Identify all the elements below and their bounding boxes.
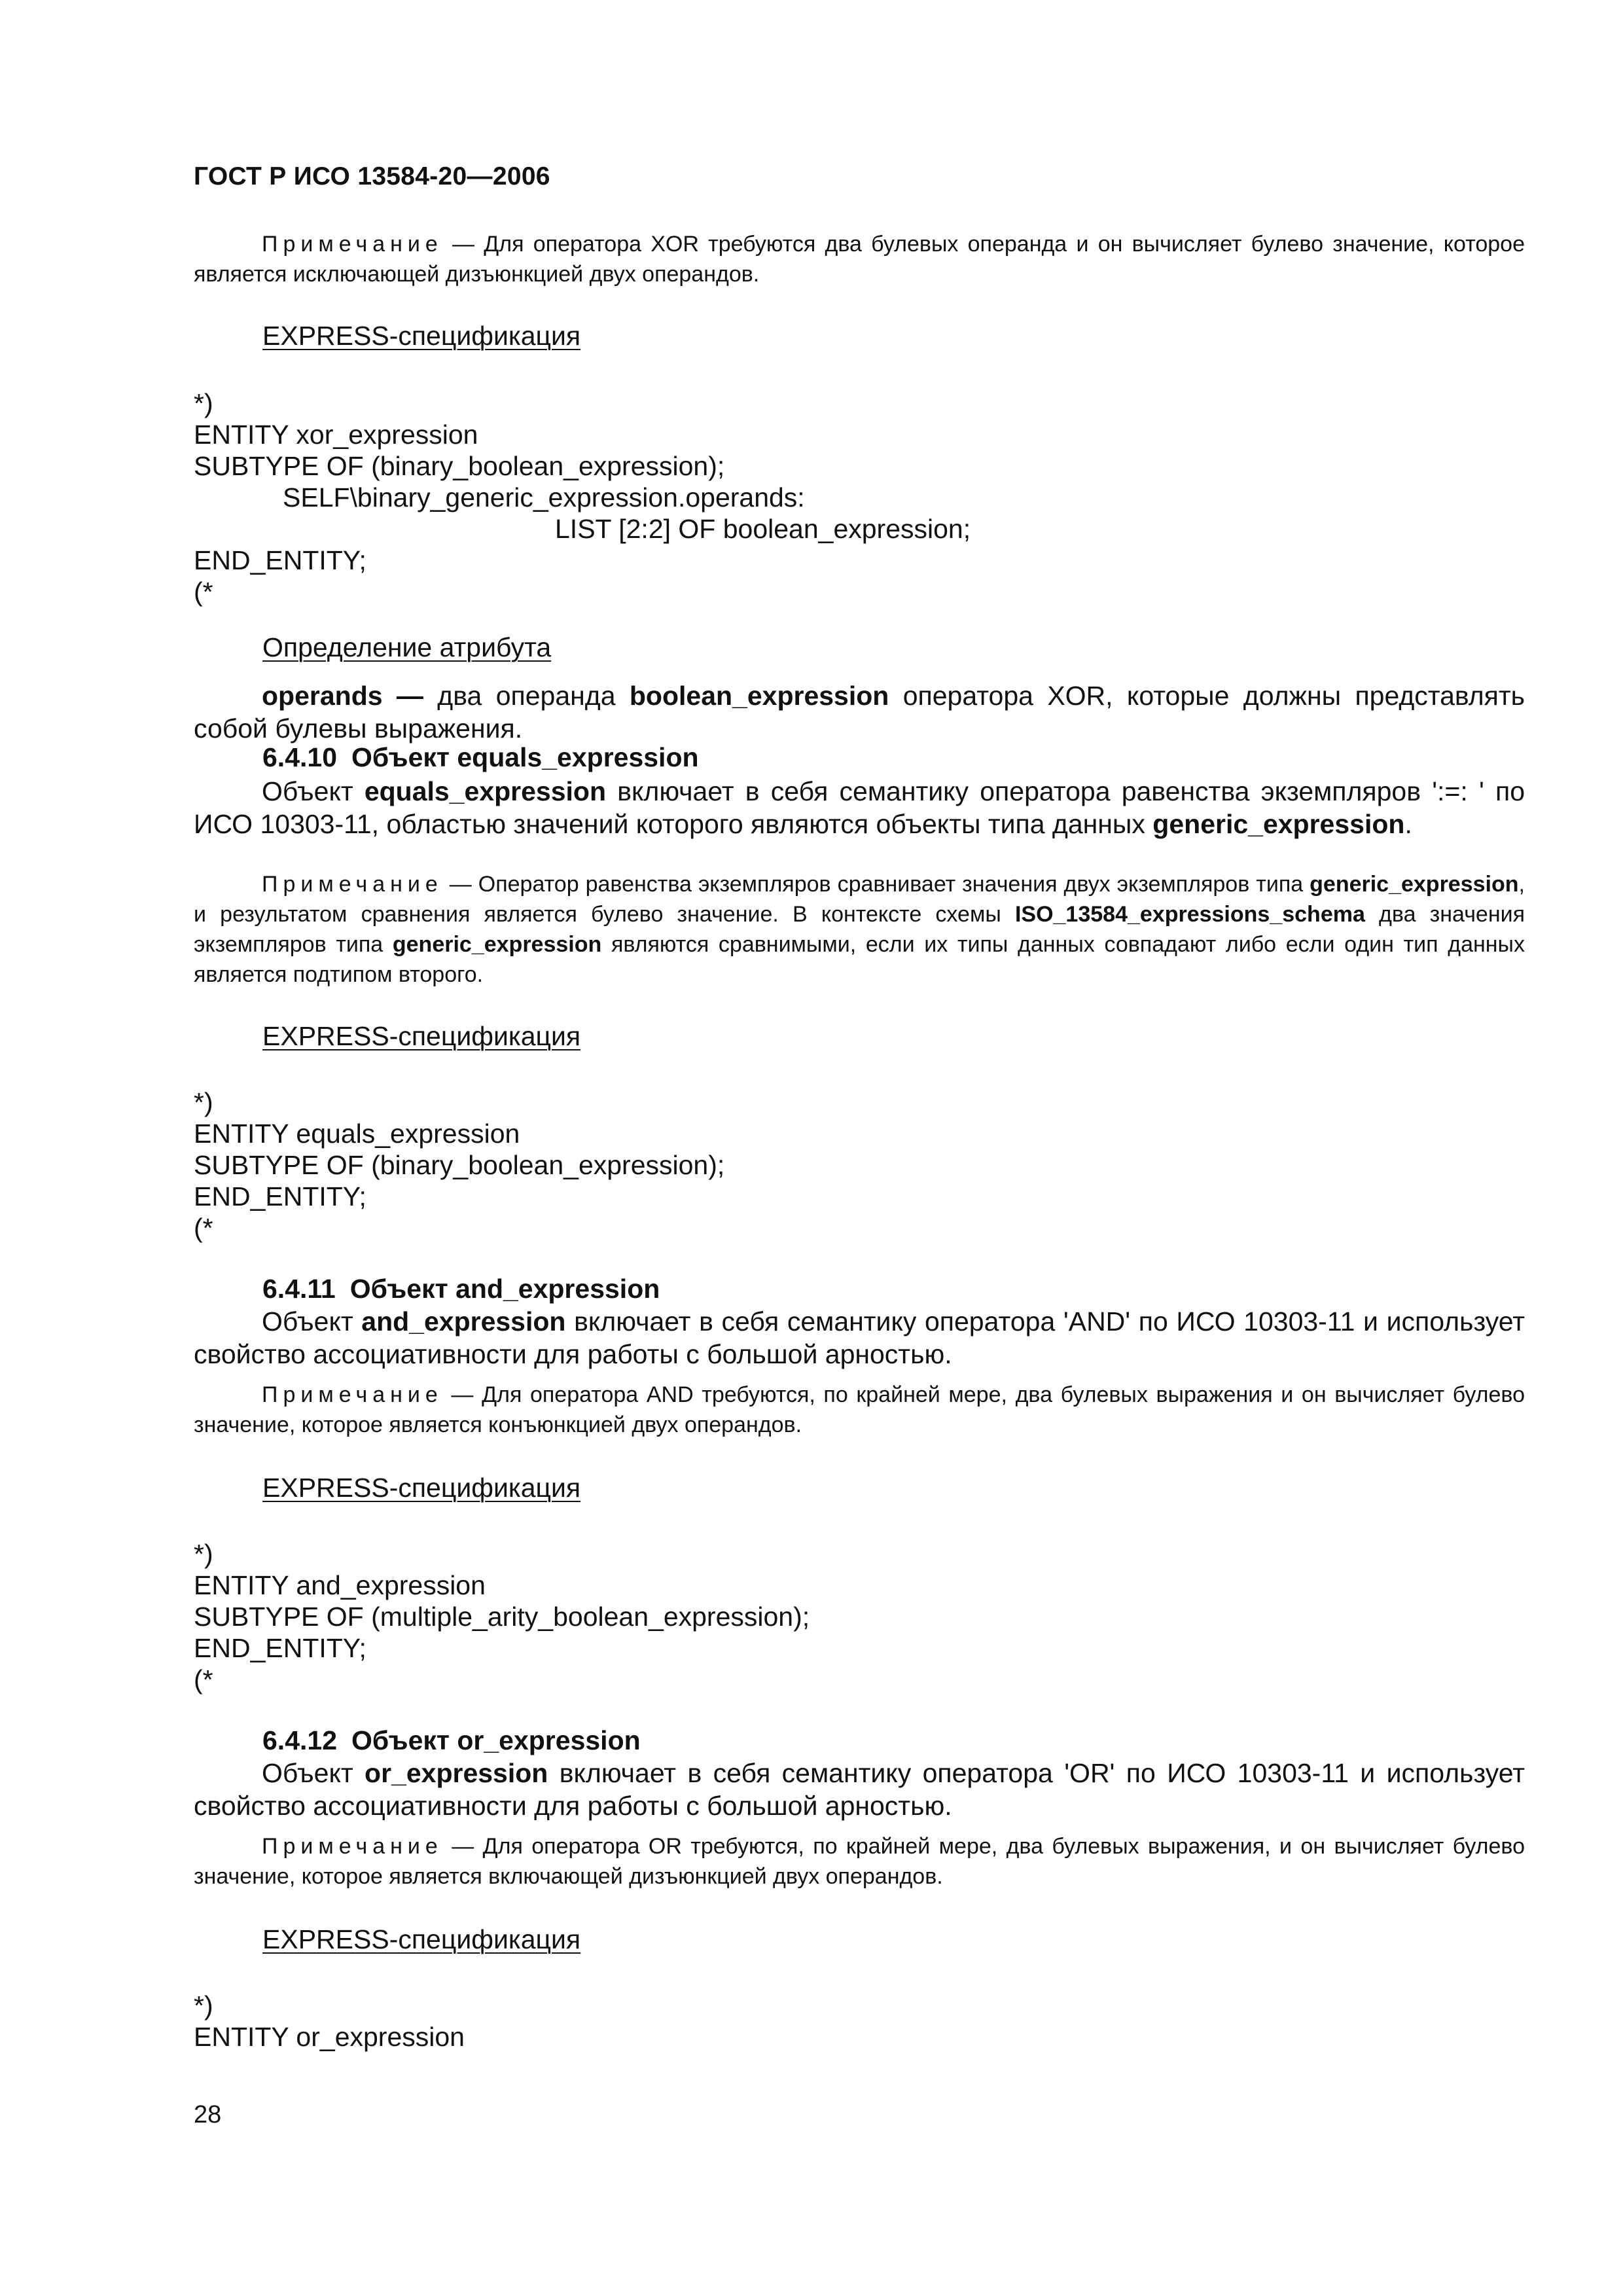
- express-spec-heading-3: EXPRESS-спецификация: [262, 1473, 581, 1503]
- attr-def-heading: Определение атрибута: [262, 632, 552, 662]
- code-close: (*: [194, 577, 213, 607]
- note-or: Примечание — Для оператора OR требуются, по крайней мере, два булевых выражения, и он вычисляет булево значение, которое является включающей дизъюнкцией двух операндов.: [194, 1834, 1525, 1889]
- express-spec-heading-4: EXPRESS-спецификация: [262, 1924, 581, 1954]
- note-and: Примечание — Для оператора AND требуются, по крайней мере, два булевых выражения и он вычисляет булево значение, которое является конъюнкцией двух операндов.: [194, 1382, 1525, 1437]
- code-end-entity-3: END_ENTITY;: [194, 1633, 366, 1663]
- section-6-4-10-text: Объект equals_expression включает в себя семантику оператора равенства экземпляров ':=: ' по ИСО 10303-11, областью значений которого являются объекты типа данных generic_expression.: [194, 776, 1525, 839]
- code-close-3: (*: [194, 1664, 213, 1695]
- code-open-4: *): [194, 1990, 213, 2020]
- code-self-attr: SELF\binary_generic_expression.operands:: [283, 482, 805, 512]
- code-open: *): [194, 388, 213, 418]
- note-xor: Примечание — Для оператора XOR требуются два булевых операнда и он вычисляет булево значение, которое является исключающей дизъюнкцией двух операндов.: [194, 232, 1525, 287]
- code-close-2: (*: [194, 1213, 213, 1243]
- express-spec-heading-2: EXPRESS-спецификация: [262, 1021, 581, 1051]
- code-subtype-equals: SUBTYPE OF (binary_boolean_expression);: [194, 1150, 725, 1180]
- code-list-type: LIST [2:2] OF boolean_expression;: [555, 514, 971, 544]
- code-entity-equals: ENTITY equals_expression: [194, 1119, 520, 1149]
- code-end-entity: END_ENTITY;: [194, 545, 366, 575]
- page-number: 28: [194, 2101, 222, 2128]
- section-6-4-12-title: 6.4.12 Объект or_expression: [262, 1725, 641, 1755]
- section-6-4-12-text: Объект or_expression включает в себя семантику оператора 'OR' по ИСО 10303-11 и использует свойство ассоциативности для работы с большой арностью.: [194, 1758, 1525, 1821]
- code-open-3: *): [194, 1539, 213, 1569]
- note-label: Примечание: [262, 232, 443, 257]
- document-header: ГОСТ Р ИСО 13584-20—2006: [194, 162, 550, 190]
- express-spec-heading: EXPRESS-спецификация: [262, 321, 581, 351]
- section-6-4-10-title: 6.4.10 Объект equals_expression: [262, 742, 699, 772]
- code-subtype-xor: SUBTYPE OF (binary_boolean_expression);: [194, 451, 725, 481]
- section-6-4-11-title: 6.4.11 Объект and_expression: [262, 1274, 660, 1304]
- note-equals: Примечание — Оператор равенства экземпляров сравнивает значения двух экземпляров типа generic_expression, и результатом сравнения является булево значение. В контексте схемы ISO_13584_expressions_schema два значения экземпляров типа generic_expression являются сравнимыми, если их типы данных совпадают либо если один тип данных является подтипом второго.: [194, 872, 1525, 987]
- code-subtype-and: SUBTYPE OF (multiple_arity_boolean_expression);: [194, 1602, 810, 1632]
- code-open-2: *): [194, 1087, 213, 1117]
- code-entity-or: ENTITY or_expression: [194, 2022, 465, 2052]
- attr-def-text: operands — два операнда boolean_expression оператора XOR, которые должны представлять собой булевы выражения.: [194, 681, 1525, 744]
- code-entity-xor: ENTITY xor_expression: [194, 420, 478, 450]
- code-end-entity-2: END_ENTITY;: [194, 1181, 366, 1211]
- code-entity-and: ENTITY and_expression: [194, 1570, 486, 1600]
- section-6-4-11-text: Объект and_expression включает в себя семантику оператора 'AND' по ИСО 10303-11 и использует свойство ассоциативности для работы с большой арностью.: [194, 1306, 1525, 1369]
